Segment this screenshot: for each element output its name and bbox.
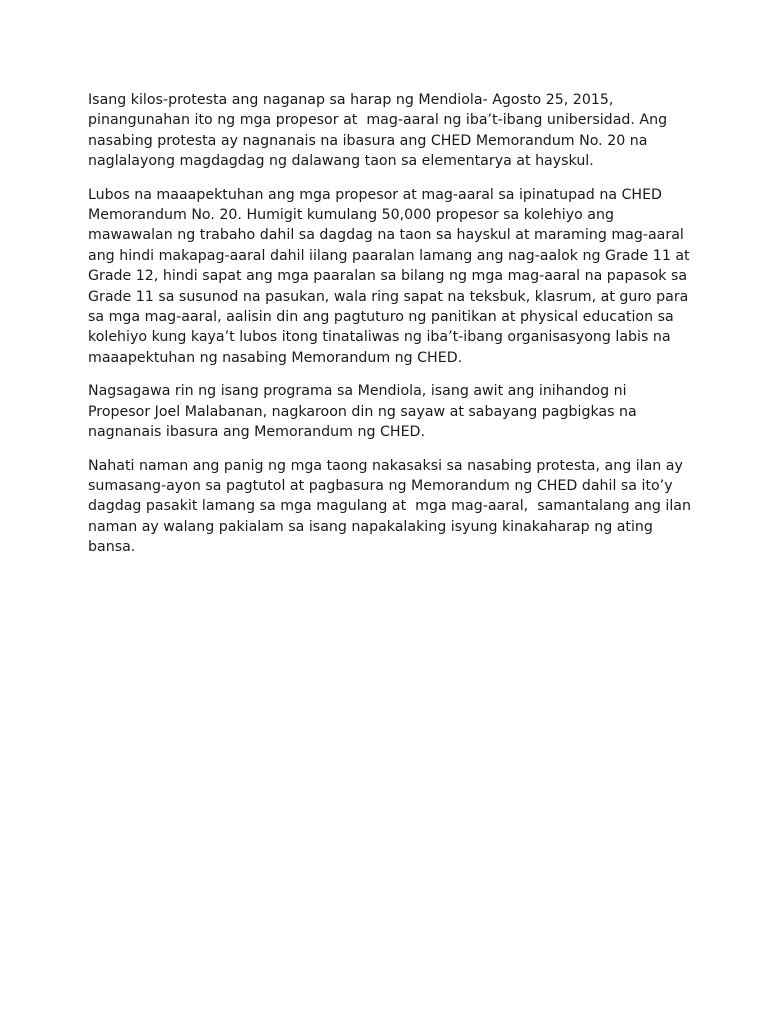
- text-line: sa mga mag-aaral, aalisin din ang pagtuturo ng panitikan at physical education sa: [88, 309, 674, 326]
- text-line: bansa.: [88, 539, 136, 556]
- text-line: Grade 11 sa susunod na pasukan, wala ring sapat na teksbuk, klasrum, at guro para: [88, 288, 689, 305]
- text-line: nasabing protesta ay nagnanais na ibasura ang CHED Memorandum No. 20 na: [88, 132, 648, 149]
- text-line: mawawalan ng trabaho dahil sa dagdag na taon sa hayskul at maraming mag-aaral: [88, 227, 684, 244]
- text-line: ang hindi makapag-aaral dahil iilang paaralan lamang ang nag-aalok ng Grade 11 at: [88, 247, 690, 264]
- paragraph-4: [88, 456, 691, 558]
- text-line: Isang kilos-protesta ang naganap sa harap ng Mendiola- Agosto 25, 2015,: [88, 92, 614, 108]
- paragraph-2: [88, 185, 688, 369]
- text-line: maaapektuhan ng nasabing Memorandum ng CHED.: [88, 349, 463, 366]
- document-body: [88, 90, 691, 571]
- text-line: dagdag pasakit lamang sa mga magulang at mga mag-aaral, samantalang ang ilan: [88, 498, 691, 515]
- paragraph-1: [88, 90, 688, 172]
- text-line: Lubos na maaapektuhan ang mga propesor at mag-aaral sa ipinatupad na CHED: [88, 186, 662, 203]
- text-line: Nagsagawa rin ng isang programa sa Mendiola, isang awit ang inihandog ni: [88, 383, 627, 400]
- text-line: kolehiyo kung kaya’t lubos itong tinataliwas ng iba’t-ibang organisasyong labis na: [88, 329, 671, 346]
- text-line: pinangunahan ito ng mga propesor at mag-aaral ng iba’t-ibang unibersidad. Ang: [88, 112, 668, 129]
- text-line: Memorandum No. 20. Humigit kumulang 50,000 propesor sa kolehiyo ang: [88, 207, 614, 224]
- text-line: sumasang-ayon sa pagtutol at pagbasura ng Memorandum ng CHED dahil sa ito’y: [88, 477, 673, 494]
- paragraph-3: [88, 381, 688, 442]
- text-line: Nahati naman ang panig ng mga taong nakasaksi sa nasabing protesta, ang ilan ay: [88, 457, 683, 474]
- text-line: Propesor Joel Malabanan, nagkaroon din ng sayaw at sabayang pagbigkas na: [88, 403, 637, 420]
- text-line: naglalayong magdagdag ng dalawang taon sa elementarya at hayskul.: [88, 153, 594, 170]
- text-line: naman ay walang pakialam sa isang napakalaking isyung kinakaharap ng ating: [88, 518, 653, 535]
- text-line: Grade 12, hindi sapat ang mga paaralan sa bilang ng mga mag-aaral na papasok sa: [88, 268, 688, 285]
- text-line: nagnanais ibasura ang Memorandum ng CHED.: [88, 424, 425, 441]
